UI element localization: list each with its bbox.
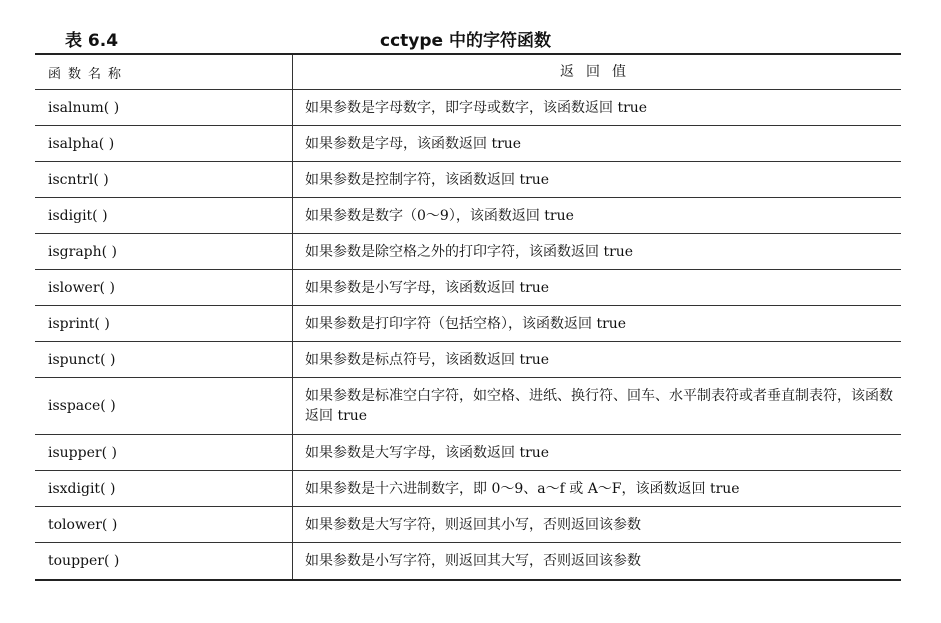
function-name-cell: islower( )	[35, 270, 293, 305]
function-name-cell: isalpha( )	[35, 126, 293, 161]
function-name-cell: isspace( )	[35, 378, 293, 434]
table-row	[35, 126, 901, 162]
function-name-cell: isprint( )	[35, 306, 293, 341]
table-header-row	[35, 55, 901, 90]
return-value-cell: 如果参数是小写字符，则返回其大写，否则返回该参数	[305, 553, 641, 569]
return-value-cell: 如果参数是字母，该函数返回 true	[305, 135, 522, 152]
function-name-cell: isxdigit( )	[35, 471, 293, 506]
function-name-cell: iscntrl( )	[35, 162, 293, 197]
return-value-cell: 如果参数是控制字符，该函数返回 true	[305, 171, 550, 188]
function-name-cell: isalnum( )	[35, 90, 293, 125]
return-value-cell: 如果参数是除空格之外的打印字符，该函数返回 true	[305, 243, 634, 260]
table-row	[35, 306, 901, 342]
table-title: cctype 中的字符函数	[380, 31, 551, 51]
table-row	[35, 378, 901, 435]
return-value-cell: 如果参数是小写字母，该函数返回 true	[305, 279, 550, 296]
return-value-cell: 如果参数是打印字符（包括空格），该函数返回 true	[305, 315, 627, 332]
return-value-cell: 如果参数是大写字母，该函数返回 true	[305, 444, 550, 461]
table-row	[35, 342, 901, 378]
table-row	[35, 234, 901, 270]
header-return-value: 返回值	[560, 64, 638, 80]
function-name-cell: tolower( )	[35, 507, 293, 542]
table-row	[35, 198, 901, 234]
table-row	[35, 270, 901, 306]
table-row	[35, 162, 901, 198]
table-number: 表 6.4	[65, 31, 119, 51]
function-name-cell: isupper( )	[35, 435, 293, 470]
table-row	[35, 435, 901, 471]
table-row	[35, 90, 901, 126]
table-row	[35, 543, 901, 579]
return-value-cell: 如果参数是字母数字，即字母或数字，该函数返回 true	[305, 99, 648, 116]
return-value-cell: 如果参数是标准空白字符，如空格、进纸、换行符、回车、水平制表符或者垂直制表符，该函数返回 true	[305, 388, 893, 424]
function-name-cell: isdigit( )	[35, 198, 293, 233]
return-value-cell: 如果参数是大写字符，则返回其小写，否则返回该参数	[305, 516, 641, 533]
return-value-cell: 如果参数是十六进制数字，即 0～9、a～f 或 A～F，该函数返回 true	[305, 480, 740, 497]
return-value-cell: 如果参数是标点符号，该函数返回 true	[305, 351, 550, 368]
table-row	[35, 507, 901, 543]
header-function-name: 函数名称	[35, 55, 293, 89]
table-caption	[0, 24, 941, 54]
function-name-cell: ispunct( )	[35, 342, 293, 377]
cctype-functions-table	[35, 53, 901, 581]
table-row	[35, 471, 901, 507]
function-name-cell: isgraph( )	[35, 234, 293, 269]
function-name-cell: toupper( )	[35, 543, 293, 579]
return-value-cell: 如果参数是数字（0～9），该函数返回 true	[305, 207, 574, 224]
